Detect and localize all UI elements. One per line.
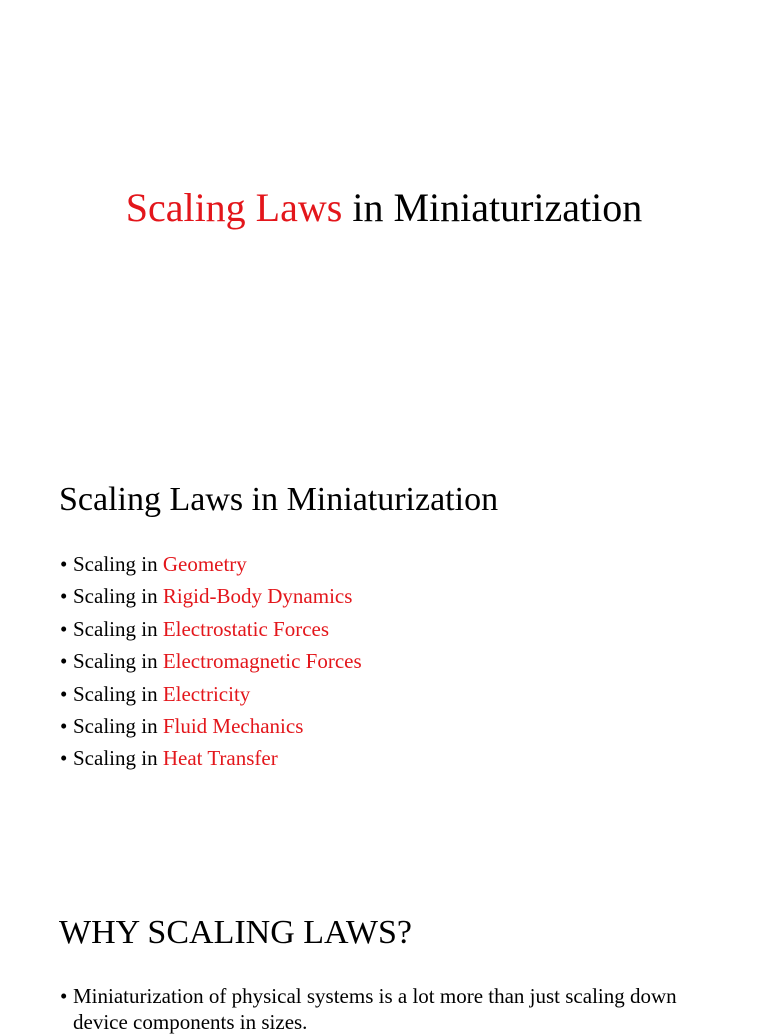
bullet-icon: • — [60, 984, 68, 1008]
topic-name: Fluid Mechanics — [162, 713, 304, 738]
topic-item-fluid-mechanics — [60, 710, 362, 742]
bullet-icon: • — [60, 649, 68, 674]
topic-prefix: Scaling in — [73, 552, 163, 576]
topic-item-heat-transfer — [60, 742, 362, 774]
topics-slide — [0, 470, 768, 830]
bullet-icon: • — [60, 616, 68, 641]
topic-prefix: Scaling in — [73, 681, 163, 706]
main-title-accent: Scaling Laws — [125, 185, 343, 230]
topics-list — [60, 548, 362, 775]
title-slide — [0, 0, 768, 420]
topics-heading: Scaling Laws in Miniaturization — [59, 481, 499, 518]
topic-name: Heat Transfer — [162, 746, 278, 771]
bullet-icon: • — [60, 746, 68, 771]
topic-name: Electricity — [162, 681, 251, 706]
why-paragraph-text: Miniaturization of physical systems is a lot more than just scaling down device components in sizes. — [73, 984, 677, 1034]
topic-prefix: Scaling in — [73, 616, 163, 641]
topic-item-geometry — [60, 548, 362, 580]
topic-prefix: Scaling in — [73, 584, 163, 609]
why-list — [60, 983, 700, 1035]
main-title-rest: in Miniaturization — [342, 185, 643, 230]
topic-prefix: Scaling in — [73, 649, 163, 674]
why-heading: WHY SCALING LAWS? — [59, 914, 412, 951]
topic-item-rigid-body-dynamics — [60, 580, 362, 612]
topic-item-electrostatic-forces — [60, 613, 362, 645]
bullet-icon: • — [60, 584, 68, 609]
why-slide — [0, 905, 768, 1034]
topic-item-electromagnetic-forces — [60, 645, 362, 677]
bullet-icon: • — [60, 713, 68, 738]
topic-name: Rigid-Body Dynamics — [162, 584, 353, 609]
topic-name: Electromagnetic Forces — [162, 649, 362, 674]
bullet-icon: • — [60, 681, 68, 706]
why-paragraph-item — [60, 983, 700, 1035]
topic-prefix: Scaling in — [73, 746, 163, 771]
topic-item-electricity — [60, 678, 362, 710]
main-title — [0, 180, 768, 236]
topic-name: Geometry — [162, 552, 247, 576]
bullet-icon: • — [60, 552, 68, 576]
topic-name: Electrostatic Forces — [162, 616, 330, 641]
topic-prefix: Scaling in — [73, 713, 163, 738]
